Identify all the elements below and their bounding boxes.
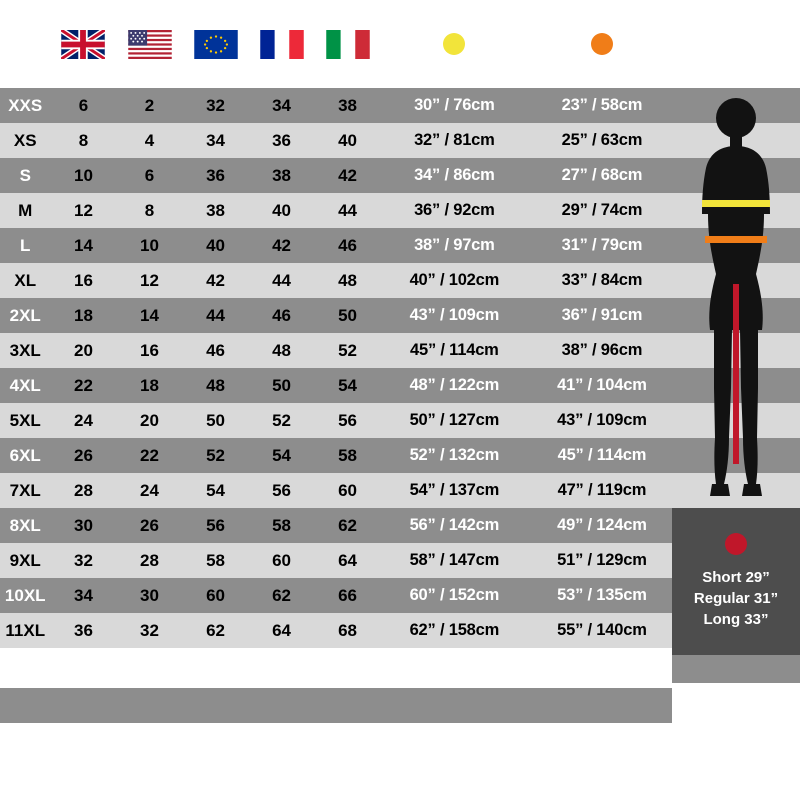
cell-size: XL: [0, 263, 50, 298]
header-size-column: [0, 0, 50, 88]
cell-size: 6XL: [0, 438, 50, 473]
cell-us: 4: [117, 123, 183, 158]
female-body-silhouette: [672, 88, 800, 508]
cell-waist: 53” / 135cm: [528, 578, 676, 613]
cell-fr: 50: [249, 368, 315, 403]
cell-it: 46: [315, 228, 381, 263]
cell-waist: 27” / 68cm: [528, 158, 676, 193]
cell-fr: 38: [249, 158, 315, 193]
length-option-short: Short 29”: [702, 569, 770, 586]
cell-size: 8XL: [0, 508, 50, 543]
cell-uk: 20: [50, 333, 116, 368]
cell-chest: 60” / 152cm: [381, 578, 529, 613]
cell-chest: 36” / 92cm: [381, 193, 529, 228]
cell-eu: 40: [183, 228, 249, 263]
cell-fr: 56: [249, 473, 315, 508]
cell-eu: 32: [183, 88, 249, 123]
table-bottom-filler: [0, 688, 672, 723]
cell-chest: 48” / 122cm: [381, 368, 529, 403]
waist-measure-line: [705, 236, 767, 243]
cell-waist: 36” / 91cm: [528, 298, 676, 333]
cell-us: 16: [117, 333, 183, 368]
cell-it: 38: [315, 88, 381, 123]
cell-size: 2XL: [0, 298, 50, 333]
length-measure-line: [733, 284, 739, 464]
eu-flag-icon: [194, 30, 238, 59]
cell-fr: 48: [249, 333, 315, 368]
cell-chest: 40” / 102cm: [381, 263, 529, 298]
cell-chest: 62” / 158cm: [381, 613, 529, 648]
cell-eu: 36: [183, 158, 249, 193]
cell-size: S: [0, 158, 50, 193]
header-eu: [183, 0, 249, 88]
cell-size: 7XL: [0, 473, 50, 508]
cell-it: 58: [315, 438, 381, 473]
cell-size: L: [0, 228, 50, 263]
cell-fr: 34: [249, 88, 315, 123]
cell-waist: 29” / 74cm: [528, 193, 676, 228]
cell-waist: 49” / 124cm: [528, 508, 676, 543]
header-uk: [50, 0, 116, 88]
cell-chest: 30” / 76cm: [381, 88, 529, 123]
header-us: [117, 0, 183, 88]
cell-waist: 25” / 63cm: [528, 123, 676, 158]
cell-us: 30: [117, 578, 183, 613]
cell-it: 40: [315, 123, 381, 158]
cell-size: M: [0, 193, 50, 228]
cell-uk: 26: [50, 438, 116, 473]
cell-eu: 46: [183, 333, 249, 368]
cell-it: 62: [315, 508, 381, 543]
header-it: [315, 0, 381, 88]
cell-waist: 43” / 109cm: [528, 403, 676, 438]
cell-chest: 50” / 127cm: [381, 403, 529, 438]
cell-it: 52: [315, 333, 381, 368]
cell-chest: 34” / 86cm: [381, 158, 529, 193]
cell-fr: 64: [249, 613, 315, 648]
cell-it: 42: [315, 158, 381, 193]
cell-us: 24: [117, 473, 183, 508]
cell-waist: 47” / 119cm: [528, 473, 676, 508]
cell-waist: 51” / 129cm: [528, 543, 676, 578]
cell-it: 50: [315, 298, 381, 333]
cell-fr: 58: [249, 508, 315, 543]
red-dot-icon: [725, 533, 747, 555]
cell-eu: 56: [183, 508, 249, 543]
cell-eu: 52: [183, 438, 249, 473]
header-chest: [381, 0, 529, 88]
us-flag-icon: [128, 30, 172, 59]
leg-length-legend: [672, 508, 800, 655]
cell-fr: 46: [249, 298, 315, 333]
cell-uk: 18: [50, 298, 116, 333]
cell-fr: 52: [249, 403, 315, 438]
cell-eu: 42: [183, 263, 249, 298]
cell-uk: 16: [50, 263, 116, 298]
cell-us: 26: [117, 508, 183, 543]
cell-us: 2: [117, 88, 183, 123]
cell-us: 32: [117, 613, 183, 648]
cell-size: 3XL: [0, 333, 50, 368]
cell-uk: 34: [50, 578, 116, 613]
yellow-dot-icon: [443, 33, 465, 55]
cell-chest: 58” / 147cm: [381, 543, 529, 578]
cell-waist: 23” / 58cm: [528, 88, 676, 123]
cell-it: 64: [315, 543, 381, 578]
cell-chest: 45” / 114cm: [381, 333, 529, 368]
cell-eu: 48: [183, 368, 249, 403]
cell-uk: 10: [50, 158, 116, 193]
cell-uk: 30: [50, 508, 116, 543]
header-waist: [528, 0, 676, 88]
cell-us: 20: [117, 403, 183, 438]
cell-chest: 43” / 109cm: [381, 298, 529, 333]
cell-chest: 32” / 81cm: [381, 123, 529, 158]
cell-uk: 12: [50, 193, 116, 228]
cell-chest: 38” / 97cm: [381, 228, 529, 263]
cell-uk: 14: [50, 228, 116, 263]
cell-uk: 24: [50, 403, 116, 438]
cell-waist: 45” / 114cm: [528, 438, 676, 473]
cell-uk: 8: [50, 123, 116, 158]
cell-size: XXS: [0, 88, 50, 123]
cell-fr: 44: [249, 263, 315, 298]
cell-waist: 38” / 96cm: [528, 333, 676, 368]
cell-uk: 32: [50, 543, 116, 578]
cell-it: 44: [315, 193, 381, 228]
cell-waist: 33” / 84cm: [528, 263, 676, 298]
cell-it: 56: [315, 403, 381, 438]
cell-eu: 60: [183, 578, 249, 613]
cell-chest: 56” / 142cm: [381, 508, 529, 543]
cell-waist: 55” / 140cm: [528, 613, 676, 648]
cell-us: 8: [117, 193, 183, 228]
cell-it: 48: [315, 263, 381, 298]
cell-us: 14: [117, 298, 183, 333]
cell-eu: 34: [183, 123, 249, 158]
cell-eu: 44: [183, 298, 249, 333]
length-option-long: Long 33”: [703, 611, 769, 628]
cell-eu: 58: [183, 543, 249, 578]
cell-uk: 6: [50, 88, 116, 123]
cell-us: 6: [117, 158, 183, 193]
cell-size: XS: [0, 123, 50, 158]
cell-us: 22: [117, 438, 183, 473]
cell-it: 66: [315, 578, 381, 613]
cell-chest: 54” / 137cm: [381, 473, 529, 508]
cell-eu: 38: [183, 193, 249, 228]
cell-fr: 36: [249, 123, 315, 158]
header-fr: [249, 0, 315, 88]
cell-fr: 40: [249, 193, 315, 228]
cell-eu: 50: [183, 403, 249, 438]
cell-size: 10XL: [0, 578, 50, 613]
cell-chest: 52” / 132cm: [381, 438, 529, 473]
cell-size: 5XL: [0, 403, 50, 438]
orange-dot-icon: [591, 33, 613, 55]
cell-size: 9XL: [0, 543, 50, 578]
length-option-regular: Regular 31”: [693, 590, 779, 607]
cell-us: 12: [117, 263, 183, 298]
cell-fr: 42: [249, 228, 315, 263]
fr-flag-icon: [260, 30, 304, 59]
chest-measure-line: [702, 200, 770, 207]
cell-fr: 54: [249, 438, 315, 473]
cell-it: 54: [315, 368, 381, 403]
cell-it: 60: [315, 473, 381, 508]
cell-us: 10: [117, 228, 183, 263]
uk-flag-icon: [61, 30, 105, 59]
cell-uk: 28: [50, 473, 116, 508]
cell-size: 11XL: [0, 613, 50, 648]
cell-us: 18: [117, 368, 183, 403]
cell-uk: 36: [50, 613, 116, 648]
it-flag-icon: [326, 30, 370, 59]
cell-eu: 54: [183, 473, 249, 508]
cell-fr: 62: [249, 578, 315, 613]
cell-it: 68: [315, 613, 381, 648]
cell-us: 28: [117, 543, 183, 578]
chart-header-row: [0, 0, 800, 88]
cell-uk: 22: [50, 368, 116, 403]
cell-waist: 41” / 104cm: [528, 368, 676, 403]
header-figure-column: [676, 0, 800, 88]
cell-waist: 31” / 79cm: [528, 228, 676, 263]
cell-fr: 60: [249, 543, 315, 578]
cell-eu: 62: [183, 613, 249, 648]
page-bottom-margin: [0, 723, 800, 800]
cell-size: 4XL: [0, 368, 50, 403]
